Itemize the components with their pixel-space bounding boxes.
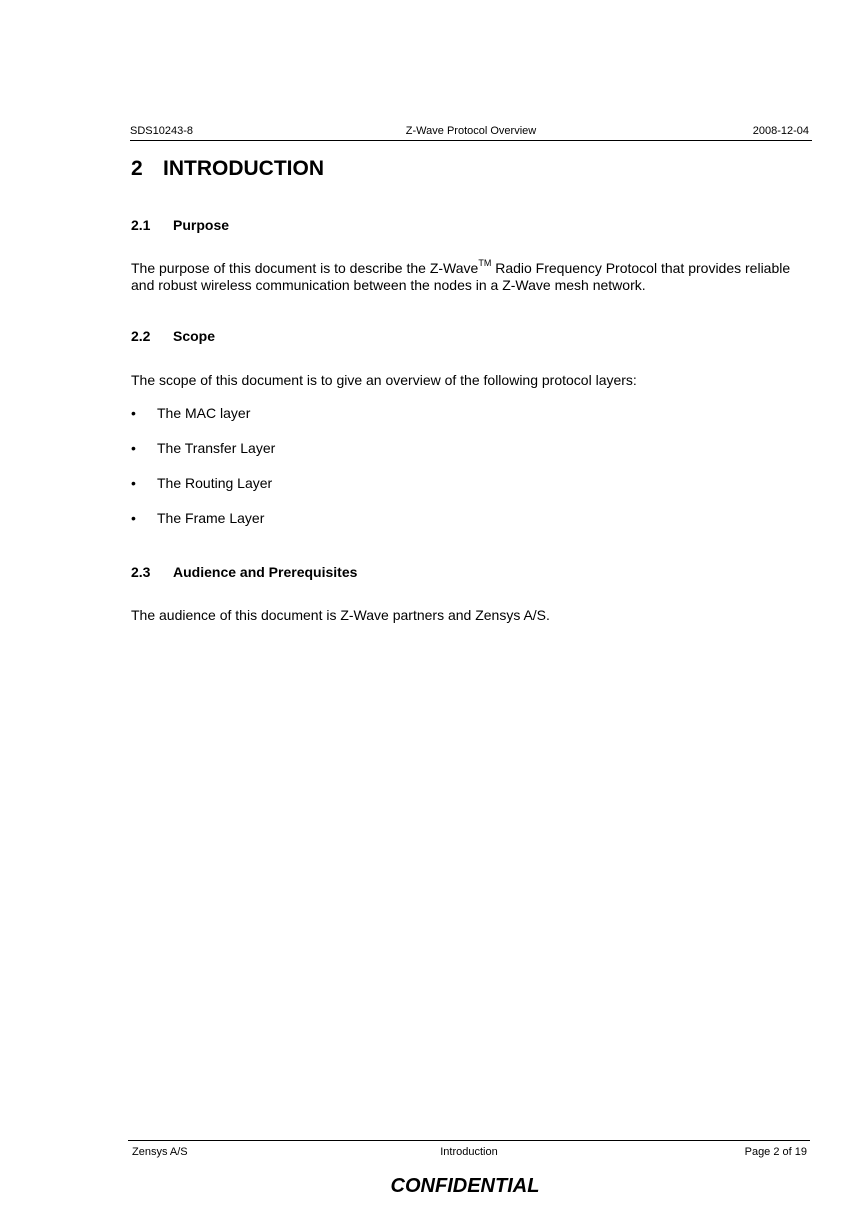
section-number: 2.3 xyxy=(131,564,151,580)
footer-page-number: Page 2 of 19 xyxy=(744,1146,807,1158)
bullet-icon: • xyxy=(131,475,136,491)
bullet-icon: • xyxy=(131,405,136,421)
section-number: 2.1 xyxy=(131,217,151,233)
list-item-text: The Transfer Layer xyxy=(157,440,276,456)
scope-paragraph: The scope of this document is to give an overview of the following protocol layers: xyxy=(131,372,637,388)
page-header xyxy=(130,124,812,141)
purpose-text-start: The purpose of this document is to describe the Z-Wave xyxy=(131,260,479,276)
chapter-heading xyxy=(131,157,324,181)
purpose-paragraph xyxy=(131,260,791,294)
bullet-icon: • xyxy=(131,440,136,456)
chapter-title: INTRODUCTION xyxy=(163,157,324,180)
footer-company: Zensys A/S xyxy=(132,1146,188,1158)
bullet-icon: • xyxy=(131,510,136,526)
header-date: 2008-12-04 xyxy=(752,125,809,137)
header-title: Z-Wave Protocol Overview xyxy=(405,125,537,137)
section-number: 2.2 xyxy=(131,328,151,344)
list-item-text: The Routing Layer xyxy=(157,475,273,491)
purpose-text-end: Radio Frequency Protocol that provides reliable and robust wireless communication between the nodes in a Z-Wave mesh network. xyxy=(131,260,791,293)
audience-paragraph: The audience of this document is Z-Wave partners and Zensys A/S. xyxy=(131,607,550,623)
section-heading-purpose xyxy=(131,217,229,233)
trademark-superscript: TM xyxy=(478,258,492,269)
header-doc-id: SDS10243-8 xyxy=(130,125,193,137)
section-title: Audience and Prerequisites xyxy=(173,564,358,580)
footer-section: Introduction xyxy=(440,1146,498,1158)
page-footer xyxy=(128,1140,810,1159)
section-title: Purpose xyxy=(173,217,230,233)
section-heading-scope xyxy=(131,328,215,344)
section-heading-audience xyxy=(131,564,357,580)
section-title: Scope xyxy=(173,328,216,344)
list-item-text: The MAC layer xyxy=(157,405,251,421)
list-item-text: The Frame Layer xyxy=(157,510,265,526)
confidential-label: CONFIDENTIAL xyxy=(390,1175,540,1197)
chapter-number: 2 xyxy=(131,157,143,180)
